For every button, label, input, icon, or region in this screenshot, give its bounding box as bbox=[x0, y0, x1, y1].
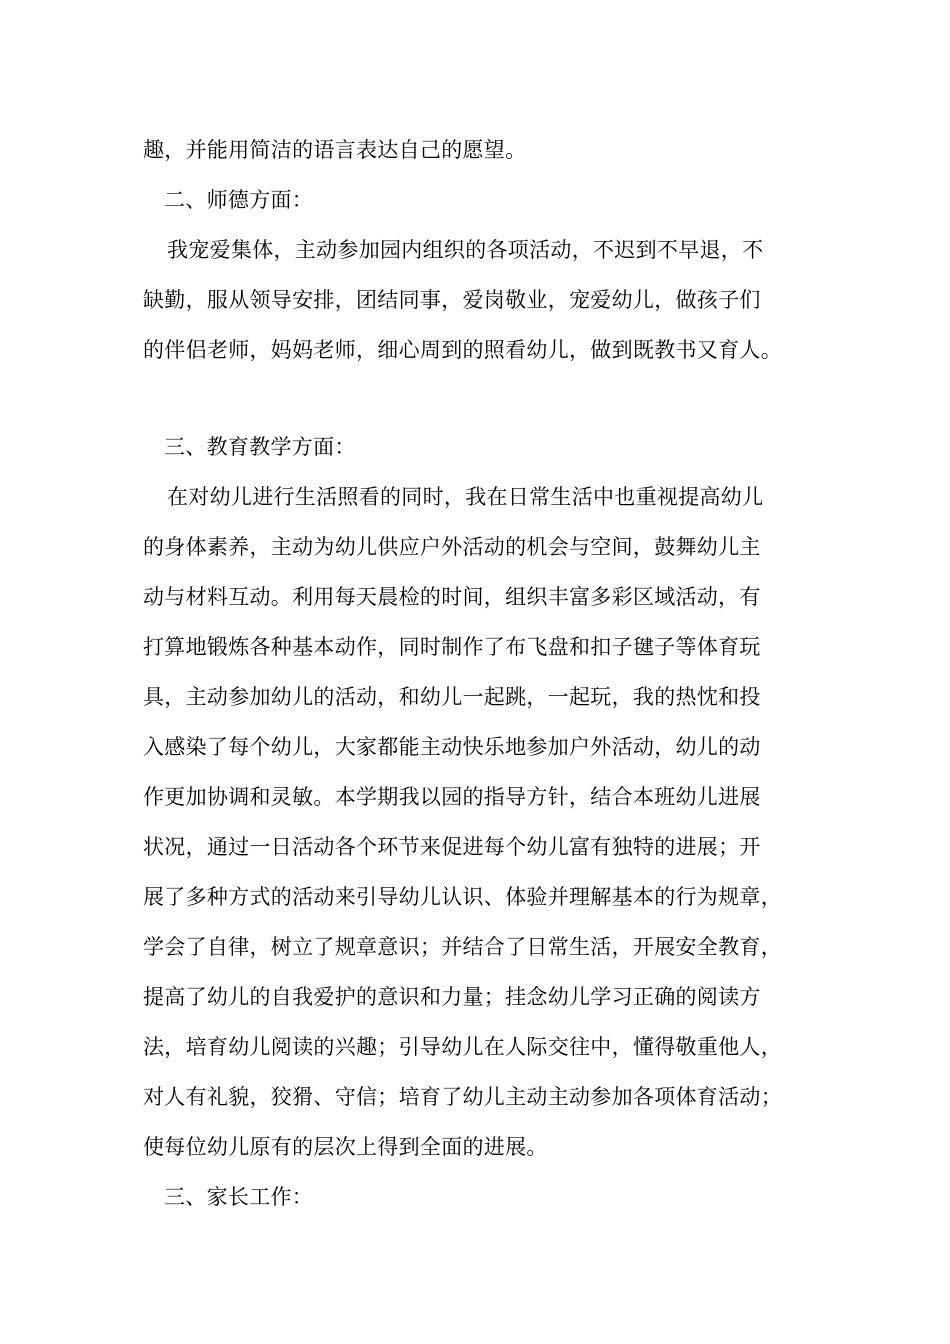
paragraph-line: 法，培育幼儿阅读的兴趣；引导幼儿在人际交往中，懂得敬重他人， bbox=[143, 1035, 782, 1059]
paragraph-line: 趣，并能用简洁的语言表达自己的愿望。 bbox=[143, 138, 527, 162]
paragraph-line: 使每位幼儿原有的层次上得到全面的进展。 bbox=[143, 1135, 548, 1159]
paragraph-line: 入感染了每个幼儿，大家都能主动快乐地参加户外活动，幼儿的动 bbox=[143, 735, 761, 759]
section-heading-teacher-ethics: 二、师德方面： bbox=[164, 188, 314, 212]
paragraph-line: 学会了自律，树立了规章意识；并结合了日常生活，开展安全教育， bbox=[143, 935, 782, 959]
paragraph-line: 的身体素养，主动为幼儿供应户外活动的机会与空间，鼓舞幼儿主 bbox=[143, 535, 761, 559]
paragraph-line: 的伴侣老师，妈妈老师，细心周到的照看幼儿，做到既教书又育人。 bbox=[143, 338, 782, 362]
section-heading-parent-work: 三、家长工作： bbox=[164, 1185, 314, 1209]
paragraph-line: 展了多种方式的活动来引导幼儿认识、体验并理解基本的行为规章， bbox=[143, 885, 782, 909]
paragraph-line: 具，主动参加幼儿的活动，和幼儿一起跳，一起玩，我的热忱和投 bbox=[143, 685, 761, 709]
paragraph-line: 动与材料互动。利用每天晨检的时间，组织丰富多彩区域活动，有 bbox=[143, 585, 761, 609]
section-heading-education-teaching: 三、教育教学方面： bbox=[164, 435, 356, 459]
paragraph-line: 对人有礼貌，狡猾、守信；培育了幼儿主动主动参加各项体育活动； bbox=[143, 1085, 782, 1109]
paragraph-line: 状况，通过一日活动各个环节来促进每个幼儿富有独特的进展；开 bbox=[143, 835, 761, 859]
paragraph-line: 提高了幼儿的自我爱护的意识和力量；挂念幼儿学习正确的阅读方 bbox=[143, 985, 761, 1009]
paragraph-line: 打算地锻炼各种基本动作，同时制作了布飞盘和扣子毽子等体育玩 bbox=[143, 635, 761, 659]
paragraph-line: 缺勤，服从领导安排，团结同事，爱岗敬业，宠爱幼儿，做孩子们 bbox=[143, 288, 761, 312]
paragraph-line: 在对幼儿进行生活照看的同时，我在日常生活中也重视提高幼儿 bbox=[167, 485, 764, 509]
paragraph-line: 我宠爱集体，主动参加园内组织的各项活动，不迟到不早退，不 bbox=[167, 238, 764, 262]
paragraph-line: 作更加协调和灵敏。本学期我以园的指导方针，结合本班幼儿进展 bbox=[143, 785, 761, 809]
